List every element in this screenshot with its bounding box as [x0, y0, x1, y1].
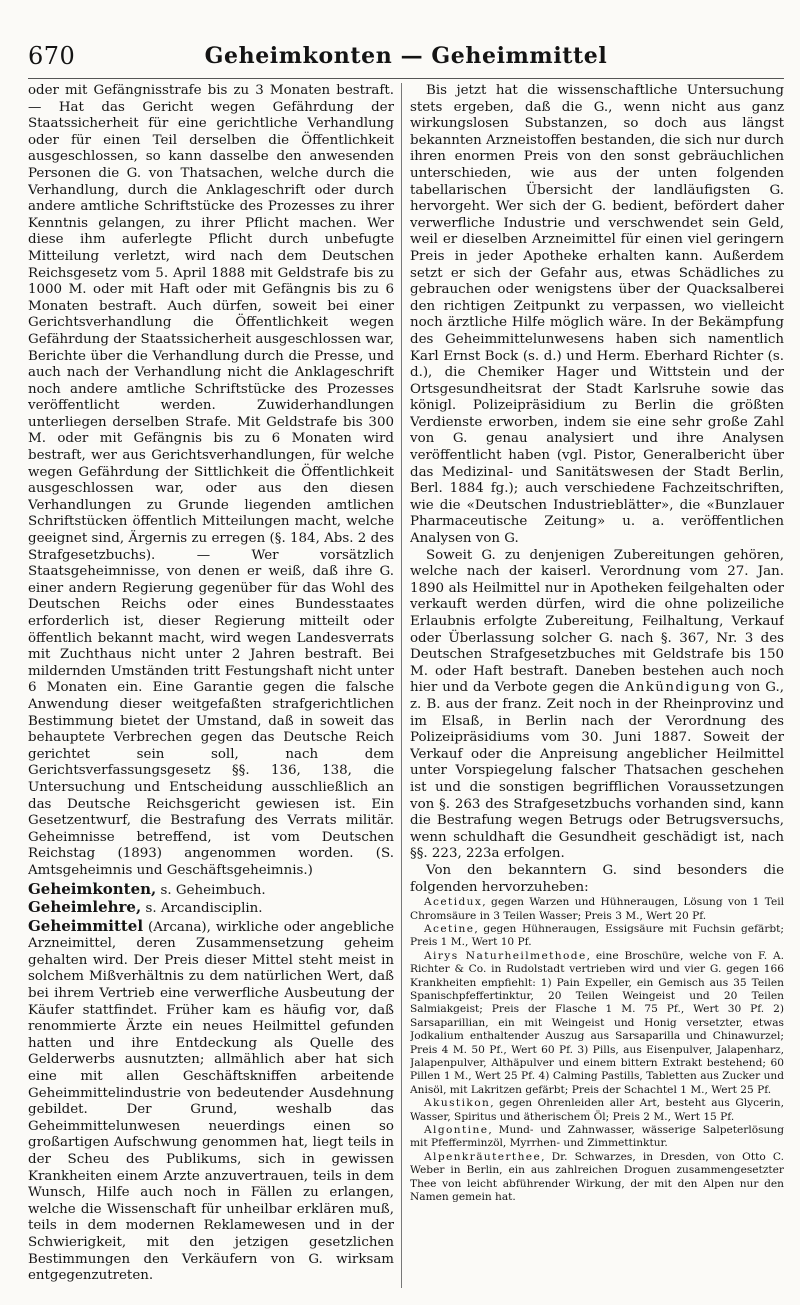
- entry-geheimkonten-text: s. Geheimbuch.: [156, 882, 266, 898]
- remedy-description: , gegen Ohrenleiden aller Art, besteht aus Glycerin, Wasser, Spiritus und ätherischem Öl; Preis 2 M., Wert 15 Pf.: [410, 1097, 784, 1123]
- right-column: [410, 83, 784, 1288]
- entry-geheimmittel-text: (Arcana), wirkliche oder angebliche Arzneimittel, deren Zusammensetzung geheim gehalten wird. Der Preis dieser Mittel steht meist in solchem Mißverhältnis zu dem natürlichen Wert, daß bei ihrem Vertrieb eine verwerfliche Ausbeutung der Käufer stattfindet. Früher kam es häufig vor, daß renommierte Ärzte ein neues Heilmittel gefunden hatten und ihre Entdeckung als Quelle des Gelderwerbs ausnutzten; allmählich aber hat sich eine mit allen Geschäftskniffen arbeitende Geheimmittelindustrie von bedeutender Ausdehnung gebildet. Der Grund, weshalb das Geheimmittelunwesen neuerdings einen so großartigen Aufschwung genommen hat, liegt teils in der Scheu des Publikums, sich in gewissen Krankheiten einem Arzte anzuvertrauen, teils in dem Wunsch, Hilfe auch noch in Fällen zu erlangen, welche die Wissenschaft für unheilbar erklären muß, teils in dem modernen Reklamewesen und in der Schwierigkeit, mit den jetzigen gesetzlichen Bestimmungen den Verkäufern von G. wirksam entgegenzutreten.: [28, 919, 394, 1284]
- list-item: [410, 1097, 784, 1124]
- column-divider: [401, 83, 402, 1288]
- paragraph-rechtslage-text: Soweit G. zu denjenigen Zubereitungen gehören, welche nach der kaiserl. Verordnung vom 27. Jan. 1890 als Heilmittel nur in Apotheken feilgehalten oder verkauft werden dürfen, wird die ohne polizeiliche Erlaubnis erfolgte Zubereitung, Feilhaltung, Verkauf oder Überlassung solcher G. nach §. 367, Nr. 3 des Deutschen Strafgesetzbuches mit Geldstrafe bis 150 M. oder Haft bestraft. Daneben bestehen auch noch hier und da Verbote gegen die: [410, 547, 784, 696]
- remedy-description: , gegen Hühneraugen, Essigsäure mit Fuchsin gefärbt; Preis 1 M., Wert 10 Pf.: [410, 922, 784, 949]
- left-column: [28, 83, 394, 1288]
- page-number: 670: [28, 42, 76, 70]
- header-rule: [28, 78, 784, 79]
- entry-geheimmittel: [28, 918, 394, 1285]
- remedy-description: , eine Broschüre, welche von F. A. Richter & Co. in Rudolstadt vertrieben wird und vier G. gegen 166 Krankheiten empfiehlt: 1) Pain Expeller, ein Gemisch aus 35 Teilen Spanischpfeffertinktur, 20 Teilen Weingeist und 20 Teilen Salmiakgeist; Preis der Flasche 1 M. 75 Pf., Wert 30 Pf. 2) Sarsaparillian, ein mit Weingeist und Honig versetzter, etwas Jodkalium enthaltender Auszug aus Sarsaparilla und Chinawurzel; Preis 4 M. 50 Pf., Wert 60 Pf. 3) Pills, aus Eisenpulver, Jalapenharz, Jalapenpulver, Althäpulver und einem bittern Extrakt bestehend; 60 Pillen 1 M., Wert 25 Pf. 4) Calming Pastills, Tabletten aus Zucker und Anisöl, mit Lakritzen gefärbt; Preis der Schachtel 1 M., Wert 25 Pf.: [410, 949, 784, 1096]
- headword-geheimmittel: Geheimmittel: [28, 916, 144, 935]
- entry-geheimlehre: [28, 899, 394, 918]
- remedy-name: Akustikon: [424, 1097, 491, 1110]
- list-item: [410, 1124, 784, 1151]
- list-item: [410, 1151, 784, 1205]
- spaced-term-ankuendigung: Ankündigung: [624, 680, 732, 696]
- remedy-name: Airys Naturheilmethode: [424, 949, 587, 962]
- remedy-description: , Dr. Schwarzes, in Dresden, von Otto C. Weber in Berlin, ein aus zahlreichen Droguen zusammengesetzter Thee von leicht abführender Wirkung, der mit den Alpen nur den Namen gemein hat.: [410, 1150, 784, 1204]
- entry-geheimlehre-text: s. Arcandisciplin.: [141, 901, 263, 917]
- entry-geheimkonten: [28, 881, 394, 900]
- remedy-description: , gegen Warzen und Hühneraugen, Lösung von 1 Teil Chromsäure in 3 Teilen Wasser; Preis 3 M., Wert 20 Pf.: [410, 896, 784, 922]
- remedy-name: Acetine: [424, 922, 475, 935]
- page-header: [28, 40, 784, 76]
- list-item: [410, 896, 784, 923]
- remedy-list: [410, 896, 784, 1204]
- remedy-name: Alpenkräuterthee: [424, 1150, 542, 1163]
- headword-geheimlehre: Geheimlehre,: [28, 898, 142, 917]
- headword-geheimkonten: Geheimkonten,: [28, 879, 157, 898]
- paragraph-geheimhaltung-strafen: oder mit Gefängnisstrafe bis zu 3 Monaten bestraft. — Hat das Gericht wegen Gefährdung der Staatssicherheit für eine gerichtliche Verhandlung oder für einen Teil derselben die Öffentlichkeit ausgeschlossen, so kann dasselbe den anwesenden Personen die G. von Thatsachen, welche durch die Verhandlung, durch die Anklageschrift oder durch andere amtliche Schriftstücke des Prozesses zu ihrer Kenntnis gelangen, zu ihrer Pflicht machen. Wer diese ihm auferlegte Pflicht durch unbefugte Mitteilung verletzt, wird nach dem Deutschen Reichsgesetz vom 5. April 1888 mit Geldstrafe bis zu 1000 M. oder mit Haft oder mit Gefängnis bis zu 6 Monaten bestraft. Auch dürfen, soweit bei einer Gerichtsverhandlung die Öffentlichkeit wegen Gefährdung der Staatssicherheit ausgeschlossen war, Berichte über die Verhandlung durch die Presse, und auch nach der Verhandlung nicht die Anklageschrift noch andere amtliche Schriftstücke des Prozesses veröffentlicht werden. Zuwiderhandlungen unterliegen derselben Strafe. Mit Geldstrafe bis 300 M. oder mit Gefängnis bis zu 6 Monaten wird bestraft, wer aus Gerichtsverhandlungen, für welche wegen Gefährdung der Sittlichkeit die Öffentlichkeit ausgeschlossen war, oder aus den diesen Verhandlungen zu Grunde liegenden amtlichen Schriftstücken öffentlich Mitteilungen macht, welche geeignet sind, Ärgernis zu erregen (§. 184, Abs. 2 des Strafgesetzbuchs). — Wer vorsätzlich Staatsgeheimnisse, von denen er weiß, daß ihre G. einer andern Regierung gegenüber für das Wohl des Deutschen Reichs oder eines Bundesstaates erforderlich ist, dieser Regierung mitteilt oder öffentlich bekannt macht, wird wegen Landesverrats mit Zuchthaus nicht unter 2 Jahren bestraft. Bei mildernden Umständen tritt Festungshaft nicht unter 6 Monaten ein. Eine Garantie gegen die falsche Anwendung dieser weitgefaßten strafgerichtlichen Bestimmung bietet der Umstand, daß in soweit das behauptete Verbrechen gegen das Deutsche Reich gerichtet sein soll, nach dem Gerichtsverfassungsgesetz §§. 136, 138, die Untersuchung und Entscheidung ausschließlich an das Deutsche Reichsgericht gewiesen ist. Ein Gesetzentwurf, die Bestrafung des Verrats militär. Geheimnisse betreffend, ist vom Deutschen Reichstag (1893) angenommen worden. (S. Amtsgeheimnis und Geschäftsgeheimnis.): [28, 83, 394, 878]
- paragraph-list-intro: Von den bekanntern G. sind besonders die folgenden hervorzuheben:: [410, 862, 784, 895]
- paragraph-wissenschaftliche-untersuchung: Bis jetzt hat die wissenschaftliche Untersuchung stets ergeben, daß die G., wenn nicht aus ganz wirkungslosen Substanzen, so doch aus längst bekannten Arzneistoffen bestanden, die sich nur durch ihren enormen Preis von den sonst gebräuchlichen unterschieden, wie aus der unten folgenden tabellarischen Übersicht der landläufigsten G. hervorgeht. Wer sich der G. bedient, befördert daher verwerfliche Industrie und verschwendet sein Geld, weil er dieselben Arzneimittel für einen viel geringern Preis in jeder Apotheke erhalten kann. Außerdem setzt er sich der Gefahr aus, etwas Schädliches zu gebrauchen oder wenigstens über der Quacksalberei den richtigen Zeitpunkt zu verpassen, wo vielleicht noch ärztliche Hilfe möglich wäre. In der Bekämpfung des Geheimmittelunwesens haben sich namentlich Karl Ernst Bock (s. d.) und Herm. Eberhard Richter (s. d.), die Chemiker Hager und Wittstein und der Ortsgesundheitsrat der Stadt Karlsruhe sowie das königl. Polizeipräsidium zu Berlin die größten Verdienste erworben, indem sie eine sehr große Zahl von G. genau analysiert und ihre Analysen veröffentlicht haben (vgl. Pistor, Generalbericht über das Medizinal- und Sanitätswesen der Stadt Berlin, Berl. 1884 fg.); auch verschiedene Fachzeitschriften, wie die «Deutschen Industrieblätter», die «Bunzlauer Pharmaceutische Zeitung» u. a. veröffentlichen Analysen von G.: [410, 83, 784, 547]
- remedy-name: Acetidux: [424, 896, 483, 909]
- remedy-description: , Mund- und Zahnwasser, wässerige Salpeterlösung mit Pfefferminzöl, Myrrhen- und Zimmettinktur.: [410, 1124, 784, 1150]
- paragraph-rechtslage-rest: von G., z. B. aus der franz. Zeit noch in der Rheinprovinz und im Elsaß, in Berlin nach der Verordnung des Polizeipräsidiums vom 30. Juni 1887. Soweit der Verkauf oder die Anpreisung angeblicher Heilmittel unter Vorspiegelung falscher Thatsachen geschehen ist und die sonstigen begrifflichen Voraussetzungen von §. 263 des Strafgesetzbuchs vorhanden sind, kann die Bestrafung wegen Betrugs oder Betrugsversuchs, wenn schuldhaft die Gesundheit geschädigt ist, nach §§. 223, 223a erfolgen.: [410, 680, 784, 862]
- paragraph-rechtslage: [410, 548, 784, 863]
- list-item: [410, 950, 784, 1097]
- list-item: [410, 923, 784, 950]
- running-title: Geheimkonten — Geheimmittel: [204, 43, 608, 69]
- remedy-name: Algontine: [424, 1124, 489, 1136]
